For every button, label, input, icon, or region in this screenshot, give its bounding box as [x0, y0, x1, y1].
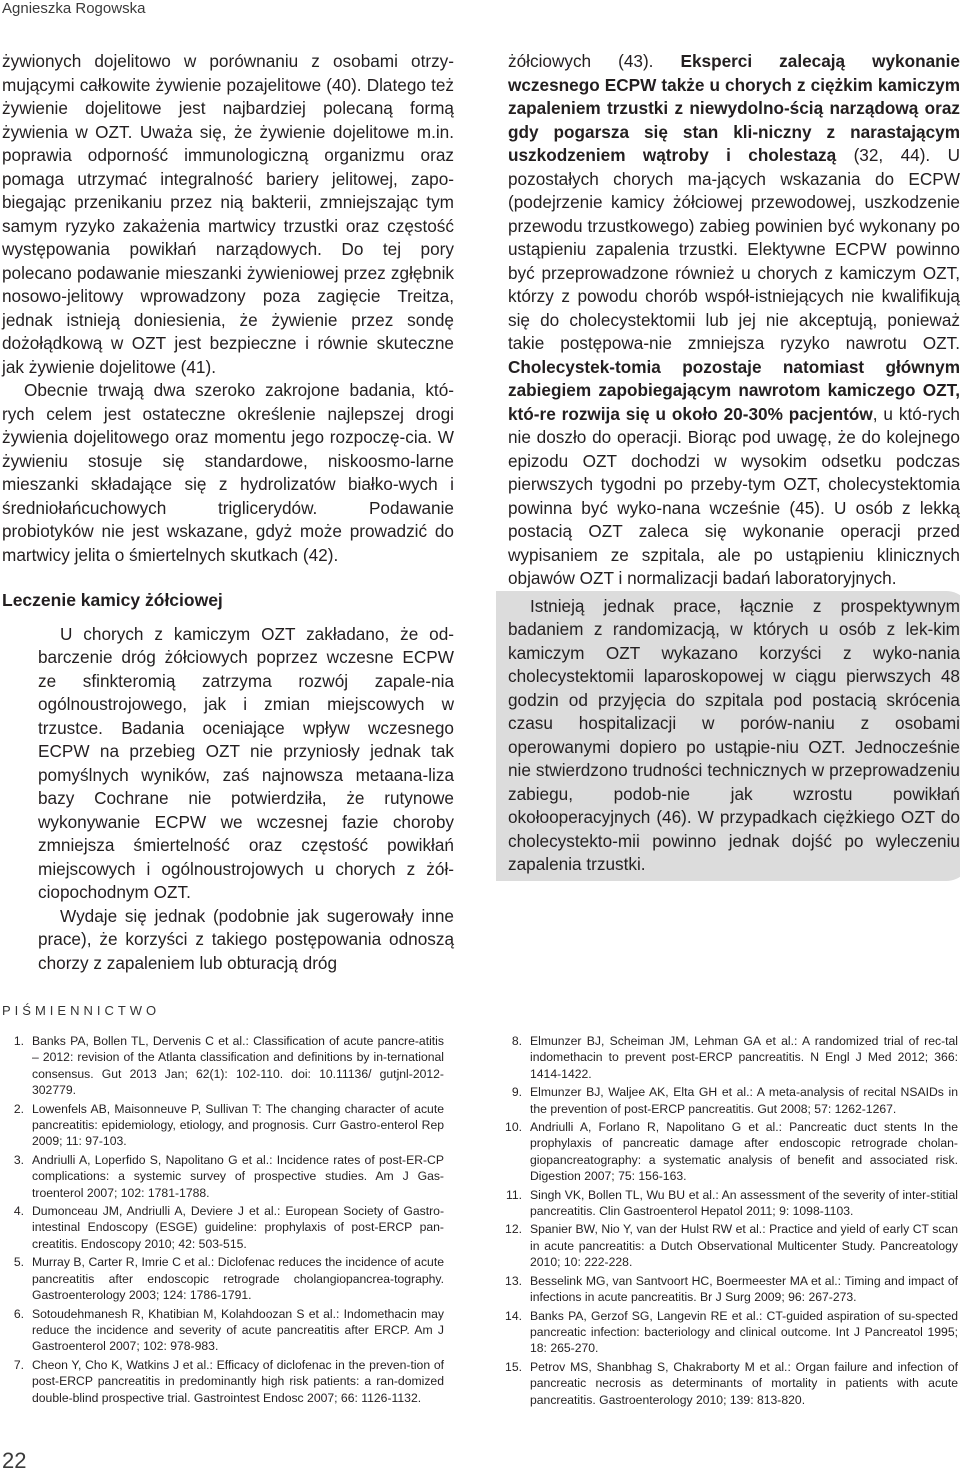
references-heading: PIŚMIENNICTWO	[2, 1003, 161, 1018]
body-paragraph: żywionych dojelitowo w porównaniu z osobami otrzy-mującymi całkowite żywienie pozajelitowe (40). Dlatego też żywienie dojelitowe jest najbardziej polecaną formą żywienia w OZT. Uważa się, że żywienie dojelitowe m.in. poprawia odporność immunologiczną organizmu oraz pomaga utrzymać integralność bariery jelitowej, zapo-biegając przenikaniu przez nią bakterii, zmniejszając tym samym ryzyko zakażenia martwicy trzustki oraz częstość występowania powikłań narządowych. Do tej pory polecano podawanie mieszanki żywieniowej przez zgłębnik nosowo-jelitowy wprowadzony poza zagięcie Treitza, jednak istnieją doniesienia, że żywienie przez sondę dożołądkową w OZT jest bezpieczne i równie skuteczne jak żywienie dojelitowe (41).	[2, 51, 454, 377]
body-paragraph: Wydaje się jednak (podobnie jak sugerowały inne prace), że korzyści z takiego postępowania odnoszą chorzy z zapaleniem lub obturacją dróg	[38, 905, 454, 973]
page-number: 22	[2, 1448, 27, 1473]
body-paragraph	[508, 50, 960, 591]
reference-text: Dumonceau JM, Andriulli A, Deviere J et al.: European Society of Gastro-intestinal Endoscopy (ESGE) guideline: prophylaxis of post-ERCP pan-creatitis. Endoscopy 2010; 42: 503-515.	[32, 1204, 444, 1251]
references-list-right	[500, 1033, 958, 1410]
reference-text: Murray B, Carter R, Imrie C et al.: Diclofenac reduces the incidence of acute pancreatitis after endoscopic retrograde cholangiopancrea-tography. Gastroenterology 2003; 124: 1786-1791.	[32, 1255, 444, 1303]
running-header-author: Agnieszka Rogowska	[2, 0, 146, 17]
reference-number: 10.	[505, 1120, 522, 1135]
reference-item	[2, 1254, 444, 1303]
reference-item	[500, 1033, 958, 1082]
reference-text: Banks PA, Gerzof SG, Langevin RE et al.: CT-guided aspiration of su-spected pancreatic infection: bacteriology and clinical outcome. Int J Pancreatol 1995; 18: 265-270.	[530, 1308, 958, 1356]
reference-number: 14.	[505, 1308, 522, 1323]
reference-text: Elmunzer BJ, Waljee AK, Elta GH et al.: A meta-analysis of recital NSAIDs in the prevention of post-ERCP pancreatitis. Gut 2008; 57: 1262-1267.	[530, 1085, 958, 1116]
reference-item	[2, 1033, 444, 1099]
shaded-paragraph-box	[496, 591, 960, 881]
reference-item	[500, 1273, 958, 1306]
reference-item	[2, 1306, 444, 1355]
reference-number: 1.	[13, 1034, 24, 1048]
reference-item	[500, 1187, 958, 1220]
reference-text: Banks PA, Bollen TL, Dervenis C et al.: Classification of acute pancre-atitis – 2012: revision of the Atlanta classification and definitions by in-ternational consensus. Gut 2013 Jan; 62(1): 102-110. doi: 10.11136/ gutjnl-2012-302779.	[32, 1034, 444, 1098]
reference-text: Sotoudehmanesh R, Khatibian M, Kolahdoozan S et al.: Indomethacin may reduce the incidence and severity of acute pancreatitis after ERCP. Am J Gastroenterol 2007; 102: 978-983.	[32, 1306, 444, 1354]
reference-item	[2, 1203, 444, 1252]
text-run: żółciowych (43).	[508, 51, 681, 71]
reference-number: 5.	[13, 1255, 24, 1270]
reference-text: Petrov MS, Shanbhag S, Chakraborty M et al.: Organ failure and infection of pancreatic necrosis as determinants of mortality in patients with acute pancreatitis. Gastroenterology 2010; 139: 813-820.	[530, 1359, 958, 1407]
references-list-left	[2, 1033, 444, 1408]
reference-text: Lowenfels AB, Maisonneuve P, Sullivan T: The changing character of acute pancreatitis: epidemiology, etiology, and prognosis. Curr Gastro-enterol Rep 2009; 11: 97-103.	[32, 1101, 444, 1149]
reference-item	[500, 1359, 958, 1408]
reference-number: 3.	[13, 1152, 24, 1167]
reference-number: 6.	[13, 1306, 24, 1321]
reference-text: Andriulli A, Forlano R, Napolitano G et al.: Pancreatic duct stents In the prophylaxis of pancreatic damage after endoscopic retrograde cholan-giopancreatography: a systematic analysis of benefit and associated risk. Digestion 2007; 75: 156-163.	[530, 1120, 958, 1184]
left-text-column	[2, 50, 454, 975]
reference-number: 12.	[505, 1222, 522, 1237]
body-paragraph: Obecnie trwają dwa szeroko zakrojone badania, któ-rych celem jest ostateczne określenie najlepszej drogi żywienia dojelitowego oraz momentu jego rozpoczę-cia. W żywieniu stosuje się standardowe, niskoosmo-larne mieszanki składające się z hydrolizatów białko-wych i średniołańcuchowych triglicerydów. Podawanie probiotyków nie jest wskazane, gdyż może prowadzić do martwicy jelita o śmiertelnych skutkach (42).	[2, 380, 454, 565]
right-text-column	[508, 50, 960, 881]
reference-text: Andriulli A, Loperfido S, Napolitano G et al.: Incidence rates of post-ER-CP complications: a systemic survey of prospective studies. Am J Gas-troenterol 2007; 102: 1781-1788.	[32, 1152, 444, 1200]
reference-number: 9.	[511, 1085, 522, 1100]
reference-number: 4.	[13, 1204, 24, 1219]
reference-item	[500, 1221, 958, 1270]
text-run: , u któ-rych nie doszło do operacji. Biorąc pod uwagę, że do kolejnego epizodu OZT dochodzi w wysokim odsetku podczas pierwszych tygodni po przeby-tym OZT, cholecystektomia powinna być wyko-nana wcześnie (45). U osób z lekką postacią OZT zaleca się wykonanie operacji przed wypisaniem ze szpitala, ale po ustąpieniu klinicznych objawów OZT i normalizacji badań laboratoryjnych.	[508, 403, 960, 588]
reference-number: 2.	[13, 1101, 24, 1116]
reference-item	[2, 1357, 444, 1406]
reference-text: Elmunzer BJ, Scheiman JM, Lehman GA et al.: A randomized trial of rec-tal indomethacin to prevent post-ERCP pancreatitis. N Engl J Med 2012; 366: 1414-1422.	[530, 1034, 958, 1081]
reference-text: Cheon Y, Cho K, Watkins J et al.: Efficacy of diclofenac in the preven-tion of post-ERCP pancreatitis in predominantly high risk patients: a ran-domized double-blind prospective trial. Gastrointest Endosc 2007; 66: 1126-1132.	[32, 1357, 444, 1405]
indented-section-block	[2, 623, 454, 976]
section-heading: Leczenie kamicy żółciowej	[2, 590, 223, 610]
text-run: (32, 44). U pozostałych chorych ma-jących wskazania do ECPW (podejrzenie kamicy żółciowej przewodowej, uszkodzenie przewodu trzustkowego) zabieg powinien być wykonany po ustąpieniu zapalenia trzustki. Elektywne ECPW powinno być przeprowadzone również u chorych z kamiczym OZT, którzy z powodu chorób współ-istniejących nie kwalifikują się do cholecystektomii lub jej nie akceptują, ponieważ takie postępowa-nie zmniejsza ryzyko nawrotu OZT.	[508, 145, 960, 353]
highlighted-recommendation: Cholecystek-tomia pozostaje natomiast głównym zabiegiem zapobiegającym nawrotom kamiczego OZT, któ-re rozwija się u około 20-30% pacjentów	[508, 356, 960, 424]
body-paragraph: U chorych z kamiczym OZT zakładano, że od-barczenie dróg żółciowych poprzez wczesne ECPW ze sfinkteromią zatrzyma rozwój zapale-nia ogólnoustrojowego, jak i zmian miejscowych w trzustce. Badania oceniające wpływ wczesnego ECPW na przebieg OZT nie przyniosły jednak tak pomyślnych wyników, zaś najnowsza metaana-liza bazy Cochrane nie potwierdziła, że rutynowe wykonywanie ECPW we wczesnej fazie choroby zmniejsza śmiertelność oraz częstość powikłań miejscowych i ogólnoustrojowych u chorych z żół-ciopochodnym OZT.	[38, 623, 454, 902]
reference-text: Spanier BW, Nio Y, van der Hulst RW et al.: Practice and yield of early CT scan in acute pancreatitis: a Dutch Observational Multicenter Study. Pancreatology 2010; 10: 222-228.	[530, 1222, 958, 1270]
reference-number: 15.	[505, 1359, 522, 1374]
reference-text: Singh VK, Bollen TL, Wu BU et al.: An assessment of the severity of inter-stitial pancreatitis. Clin Gastroenterol Hepatol 2011; 9: 1098-1103.	[530, 1187, 958, 1219]
reference-number: 7.	[13, 1357, 24, 1372]
reference-item	[2, 1152, 444, 1201]
reference-number: 8.	[511, 1034, 522, 1048]
highlighted-recommendation: Eksperci zalecają wykonanie wczesnego ECPW także u chorych z ciężkim kamiczym zapaleniem trzustki z niewydolno-ścią narządową oraz gdy pogarsza się stan kli-niczny z narastającym uszkodzeniem wątroby i cholestazą	[508, 51, 960, 165]
body-paragraph: Istnieją jednak prace, łącznie z prospektywnym badaniem z randomizacją, w których u osób z lek-kim kamiczym OZT wykazano korzyści z wyko-nania cholecystektomii laparoskopowej w ciągu pierwszych 48 godzin od przyjęcia do szpitala pod postacią skrócenia czasu hospitalizacji w porów-naniu z osobami operowanymi dopiero po ustąpie-niu OZT. Jednocześnie nie stwierdzono trudności technicznych w przeprowadzeniu zabiegu, podob-nie jak wzrostu powikłań okołooperacyjnych (46). W przypadkach ciężkiego OZT do cholecystekto-mii powinno jednak dojść po wyleczeniu zapalenia trzustki.	[508, 595, 960, 874]
reference-text: Besselink MG, van Santvoort HC, Boermeester MA et al.: Timing and impact of infections in acute pancreatitis. Br J Surg 2009; 96: 267-273.	[530, 1273, 958, 1305]
reference-item	[500, 1084, 958, 1117]
reference-item	[500, 1308, 958, 1357]
reference-number: 11.	[505, 1187, 522, 1202]
reference-item	[2, 1101, 444, 1150]
reference-number: 13.	[505, 1273, 522, 1288]
reference-item	[500, 1119, 958, 1185]
